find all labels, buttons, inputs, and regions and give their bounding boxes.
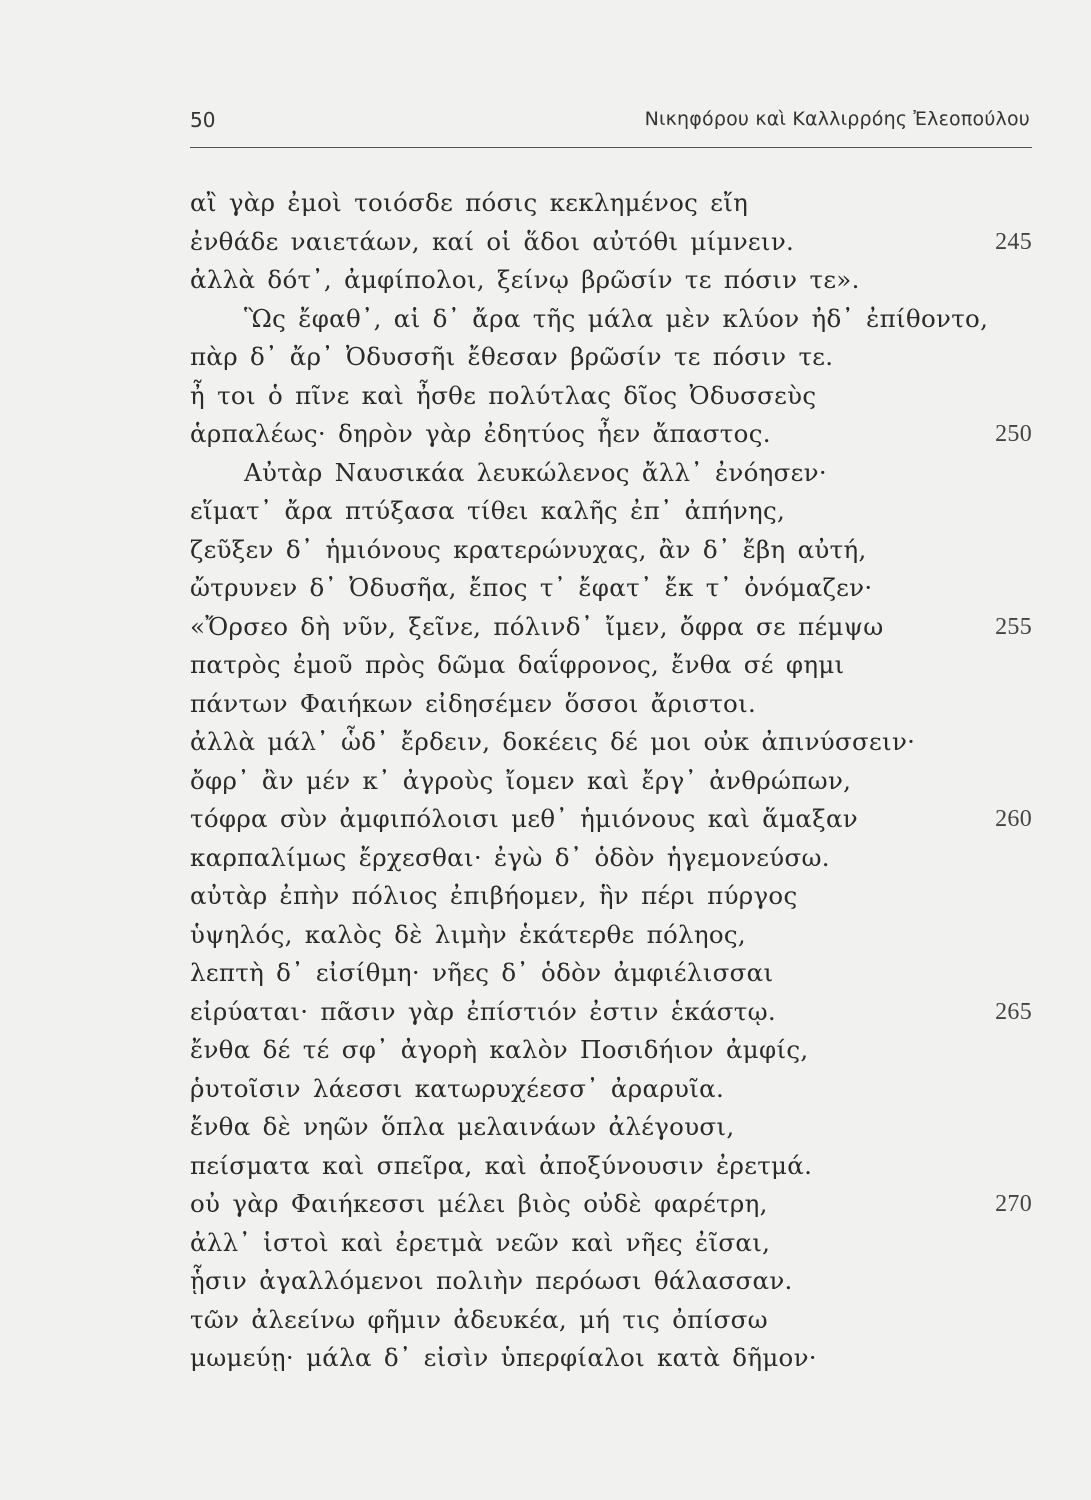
verse-text: «Ὄρσεο δὴ νῦν, ξεῖνε, πόλινδ᾽ ἴμεν, ὄφρα σε πέμψω — [190, 611, 884, 641]
verse-line — [190, 415, 1032, 454]
verse-line — [190, 1108, 1032, 1147]
line-number: 270 — [995, 1191, 1032, 1217]
verse-text: τῶν ἀλεείνω φῆμιν ἀδευκέα, μή τις ὀπίσσω — [190, 1304, 768, 1334]
verse-line — [190, 261, 1032, 300]
verse-line — [190, 800, 1032, 839]
verse-text: ᾗσιν ἀγαλλόμενοι πολιὴν περόωσι θάλασσαν. — [190, 1266, 793, 1295]
verse-text: καρπαλίμως ἔρχεσθαι· ἐγὼ δ᾽ ὁδὸν ἡγεμονεύσω. — [190, 842, 830, 872]
verse-text: Ὣς ἔφαθ᾽, αἱ δ᾽ ἄρα τῆς μάλα μὲν κλύον ἠδ᾽ ἐπίθοντο, — [244, 303, 989, 333]
verse-line — [190, 877, 1032, 916]
verse-text: αὐτὰρ ἐπὴν πόλιος ἐπιβήομεν, ἣν πέρι πύργος — [190, 881, 798, 910]
page-number: 50 — [190, 108, 216, 132]
verse-line — [190, 377, 1032, 416]
verse-line — [190, 993, 1032, 1032]
verse-line — [190, 839, 1032, 878]
verse-text: ἀλλὰ δότ᾽, ἀμφίπολοι, ξείνῳ βρῶσίν τε πόσιν τε». — [190, 265, 860, 294]
verse-text: ἦ τοι ὁ πῖνε καὶ ἦσθε πολύτλας δῖος Ὀδυσσεὺς — [190, 380, 817, 410]
verse-text: ἐνθάδε ναιετάων, καί οἱ ἅδοι αὐτόθι μίμνειν. — [190, 226, 795, 256]
verse-text: ὄφρ᾽ ἂν μέν κ᾽ ἀγροὺς ἴομεν καὶ ἔργ᾽ ἀνθρώπων, — [190, 765, 852, 795]
verse-line — [190, 954, 1032, 993]
verse-text: ἔνθα δὲ νηῶν ὅπλα μελαινάων ἀλέγουσι, — [190, 1112, 735, 1141]
line-number: 265 — [995, 998, 1032, 1025]
verse-text: ἁρπαλέως· δηρὸν γὰρ ἐδητύος ἦεν ἄπαστος. — [190, 419, 771, 448]
verse-text: ἔνθα δέ τέ σφ᾽ ἀγορὴ καλὸν Ποσιδήιον ἀμφίς, — [190, 1035, 809, 1064]
verse-text: τόφρα σὺν ἀμφιπόλοισι μεθ᾽ ἡμιόνους καὶ ἅμαξαν — [190, 804, 858, 833]
verse-line — [190, 1339, 1032, 1378]
verse-line — [190, 1301, 1032, 1340]
line-number: 250 — [995, 421, 1032, 447]
verse-text: ὤτρυνεν δ᾽ Ὀδυσῆα, ἔπος τ᾽ ἔφατ᾽ ἔκ τ᾽ ὀνόμαζεν· — [190, 573, 873, 602]
verse-text: ζεῦξεν δ᾽ ἡμιόνους κρατερώνυχας, ἂν δ᾽ ἔβη αὐτή, — [190, 534, 867, 564]
verse-line — [190, 454, 1032, 493]
verse-line — [190, 1070, 1032, 1109]
verse-text: ῥυτοῖσιν λάεσσι κατωρυχέεσσ᾽ ἀραρυῖα. — [190, 1073, 725, 1103]
verse-line — [190, 762, 1032, 801]
verse-line — [190, 492, 1032, 531]
verse-line — [190, 1147, 1032, 1186]
verse-line — [190, 685, 1032, 724]
verse-text: εἰρύαται· πᾶσιν γὰρ ἐπίστιόν ἐστιν ἑκάστῳ. — [190, 996, 776, 1026]
verse-text: ἀλλ᾽ ἱστοὶ καὶ ἐρετμὰ νεῶν καὶ νῆες ἐῖσαι, — [190, 1227, 771, 1257]
page-header — [190, 108, 1030, 138]
verse-line — [190, 184, 1032, 223]
verse-line — [190, 916, 1032, 955]
verse-text: μωμεύῃ· μάλα δ᾽ εἰσὶν ὑπερφίαλοι κατὰ δῆμον· — [190, 1343, 817, 1372]
verse-line — [190, 1185, 1032, 1224]
line-number: 260 — [995, 806, 1032, 832]
running-head: Νικηφόρου καὶ Καλλιρρόης Ἐλεοπούλου — [644, 108, 1030, 130]
verse-block — [190, 184, 1032, 1378]
verse-line — [190, 608, 1032, 647]
verse-text: οὐ γὰρ Φαιήκεσσι μέλει βιὸς οὐδὲ φαρέτρη, — [190, 1189, 768, 1218]
verse-text: αἲ γὰρ ἐμοὶ τοιόσδε πόσις κεκλημένος εἴη — [190, 188, 749, 217]
verse-text: εἵματ᾽ ἄρα πτύξασα τίθει καλῆς ἐπ᾽ ἀπήνης, — [190, 496, 786, 525]
verse-line — [190, 338, 1032, 377]
verse-text: Αὐτὰρ Ναυσικάα λευκώλενος ἄλλ᾽ ἐνόησεν· — [244, 457, 827, 487]
header-rule — [190, 147, 1032, 148]
verse-line — [190, 300, 1032, 339]
verse-text: πατρὸς ἐμοῦ πρὸς δῶμα δαΐφρονος, ἔνθα σέ φημι — [190, 650, 845, 679]
verse-text: ὑψηλός, καλὸς δὲ λιμὴν ἑκάτερθε πόληος, — [190, 919, 747, 949]
verse-line — [190, 223, 1032, 262]
line-number: 255 — [995, 613, 1032, 640]
verse-line — [190, 723, 1032, 762]
verse-line — [190, 569, 1032, 608]
verse-line — [190, 646, 1032, 685]
verse-line — [190, 1224, 1032, 1263]
verse-text: πείσματα καὶ σπεῖρα, καὶ ἀποξύνουσιν ἐρετμά. — [190, 1150, 813, 1180]
line-number: 245 — [995, 228, 1032, 255]
verse-text: πάντων Φαιήκων εἰδησέμεν ὅσσοι ἄριστοι. — [190, 688, 757, 718]
verse-line — [190, 531, 1032, 570]
verse-line — [190, 1262, 1032, 1301]
verse-text: λεπτὴ δ᾽ εἰσίθμη· νῆες δ᾽ ὁδὸν ἀμφιέλισσαι — [190, 958, 774, 987]
verse-text: ἀλλὰ μάλ᾽ ὧδ᾽ ἔρδειν, δοκέεις δέ μοι οὐκ ἀπινύσσειν· — [190, 727, 916, 756]
verse-text: πὰρ δ᾽ ἄρ᾽ Ὀδυσσῆι ἔθεσαν βρῶσίν τε πόσιν τε. — [190, 342, 834, 371]
verse-line — [190, 1031, 1032, 1070]
